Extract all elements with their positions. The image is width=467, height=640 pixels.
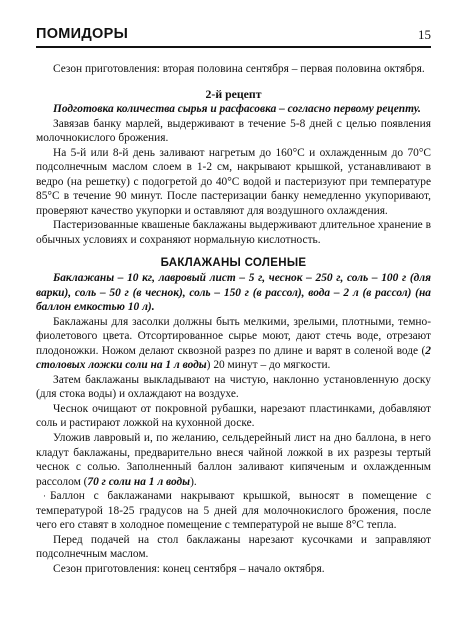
paragraph-garlic: Чеснок очищают от покровной рубашки, нарезают пластинками, добавляют соль и растирают ложкой на кухонной доске.: [36, 402, 431, 430]
recipe-2-title: 2-й рецепт: [205, 86, 262, 101]
section-title-salted-eggplants: БАКЛАЖАНЫ СОЛЕНЫЕ: [160, 256, 307, 269]
salt-ratio-boil: 2 столовых ложки соли на 1 л воды: [36, 344, 431, 372]
paragraph-tie-jar: Завязав банку марлей, выдерживают в течение 5-8 дней с целью появления молочнокислого брожения.: [36, 117, 431, 145]
page-header: [36, 26, 431, 48]
salt-ratio-brine: 70 г соли на 1 л воды: [87, 475, 191, 488]
fermentation-text: Баллон с баклажанами накрывают крышкой, выносят в помещение с температурой 18-25 градусов на 5 дней для молочнокислого брожения, после чего его ставят в холодное помещение с температурой не выше 8°С тепла.: [36, 490, 431, 532]
running-head: ПОМИДОРЫ: [36, 26, 129, 42]
paragraph-season-2: Сезон приготовления: конец сентября – начало октября.: [53, 562, 325, 575]
page-number: 15: [418, 27, 431, 42]
paragraph-fill-jar: [36, 431, 431, 489]
select-text-a: Баклажаны для засолки должны быть мелкими, зрелыми, плотными, темно-фиолетового цвета. Отсортированное сырье моют, дают стечь воде, отрезают плодоножки. Ножом делают сквозной разрез по длине и варят в соленой воде (: [36, 315, 431, 357]
paragraph-serving: Перед подачей на стол баклажаны нарезают кусочками и заправляют подсолнечным маслом.: [36, 533, 431, 561]
paragraph-pasteurize: На 5-й или 8-й день заливают нагретым до 160°С и охлажденным до 70°С подсолнечным маслом слоем в 1-2 см, накрывают крышкой, устанавливают в ведро (на решетку) с подогретой до 40°С водой и пастеризуют при температуре 85°С в течение 90 минут. После пастеризации банку немедленно укупоривают, проверяют качество укупорки и оставляют для воздушного охлаждения.: [36, 146, 431, 217]
recipe-2-preparation-note: Подготовка количества сырья и расфасовка – согласно первому рецепту.: [53, 103, 421, 116]
stray-dot-mark: ·: [43, 491, 46, 502]
page-body: [36, 62, 431, 577]
select-text-c: ) 20 минут – до мягкости.: [206, 359, 331, 372]
paragraph-select-eggplants: [36, 315, 431, 373]
layer-text-a: Уложив лавровый и, по желанию, сельдерейный лист на дно баллона, в него кладут баклажаны, предварительно внеся чайной ложкой в их разрезы тертый чеснок с солью. Заполненный баллон заливают кипяченым и охлажденным рассолом (: [36, 432, 431, 488]
layer-text-c: ).: [190, 475, 197, 488]
paragraph-fermentation: [36, 489, 431, 533]
paragraph-season-1: Сезон приготовления: вторая половина сентября – первая половина октября.: [53, 63, 425, 75]
paragraph-cool-on-board: Затем баклажаны выкладывают на чистую, наклонно установленную доску (для стока воды) и охлаждают на воздухе.: [36, 373, 431, 401]
ingredients-list: Баклажаны – 10 кг, лавровый лист – 5 г, чеснок – 250 г, соль – 100 г (для варки), соль – 50 г (в чеснок), соль – 150 г (в рассол), вода – 2 л (в рассол) (на баллон емкостью 10 л).: [36, 272, 431, 314]
paragraph-storage: Пастеризованные квашеные баклажаны выдерживают длительное хранение в обычных условиях и сохраняют нормальную кислотность.: [36, 219, 431, 246]
